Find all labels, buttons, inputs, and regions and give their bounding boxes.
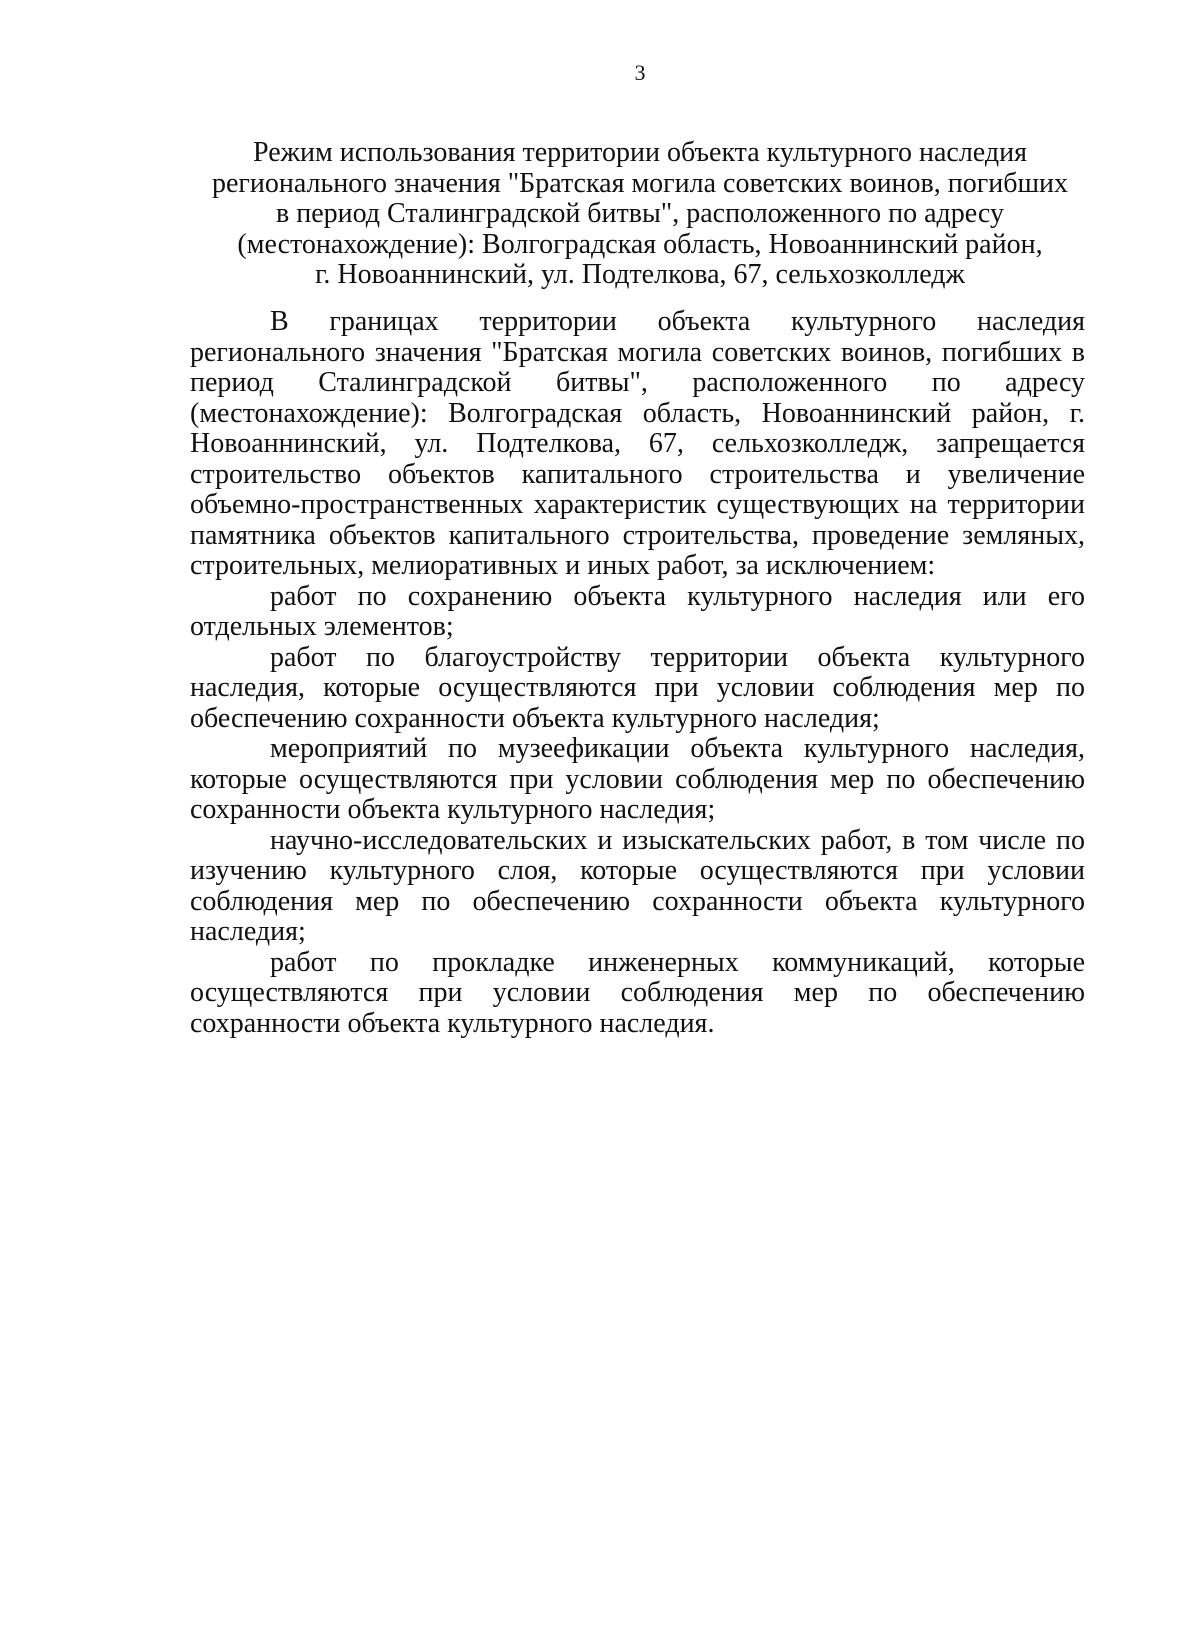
page-number: 3: [634, 60, 646, 85]
title-line: (местонахождение): Волгоградская область, Новоаннинский район,: [237, 228, 1043, 260]
title-line: Режим использования территории объекта культурного наследия: [253, 137, 1027, 168]
exception-item: работ по благоустройству территории объекта культурного наследия, которые осуществляются при условии соблюдения мер по обеспечению сохранности объекта культурного наследия;: [190, 641, 1085, 734]
exception-item: научно-исследовательских и изыскательских работ, в том числе по изучению культурного слоя, которые осуществляются при условии соблюдения мер по обеспечению сохранности объекта культурного наследия;: [190, 824, 1085, 947]
exception-item: мероприятий по музеефикации объекта культурного наследия, которые осуществляются при условии соблюдения мер по обеспечению сохранности объекта культурного наследия;: [190, 733, 1085, 825]
exception-item: работ по прокладке инженерных коммуникаций, которые осуществляются при условии соблюдения мер по обеспечению сохранности объекта культурного наследия.: [190, 946, 1085, 1039]
intro-paragraph: В границах территории объекта культурного наследия регионального значения "Братская могила советских воинов, погибших в период Сталинградской битвы", расположенного по адресу (местонахождение): Волгоградская область, Новоаннинский район, г. Новоаннинский, ул. Подтелкова, 67, сельхозколледж, запрещается строительство объектов капитального строительства и увеличение объемно-пространственных характеристик существующих на территории памятника объектов капитального строительства, проведение земляных, строительных, мелиоративных и иных работ, за исключением:: [190, 306, 1085, 581]
title-line: регионального значения "Братская могила советских воинов, погибших: [211, 167, 1069, 199]
document-title: [190, 138, 1090, 291]
title-line: г. Новоаннинский, ул. Подтелкова, 67, сельхозколледж: [315, 259, 965, 290]
exception-item: работ по сохранению объекта культурного наследия или его отдельных элементов;: [190, 580, 1085, 642]
document-body: [190, 307, 1085, 1039]
title-line: в период Сталинградской битвы", расположенного по адресу: [276, 198, 1004, 229]
